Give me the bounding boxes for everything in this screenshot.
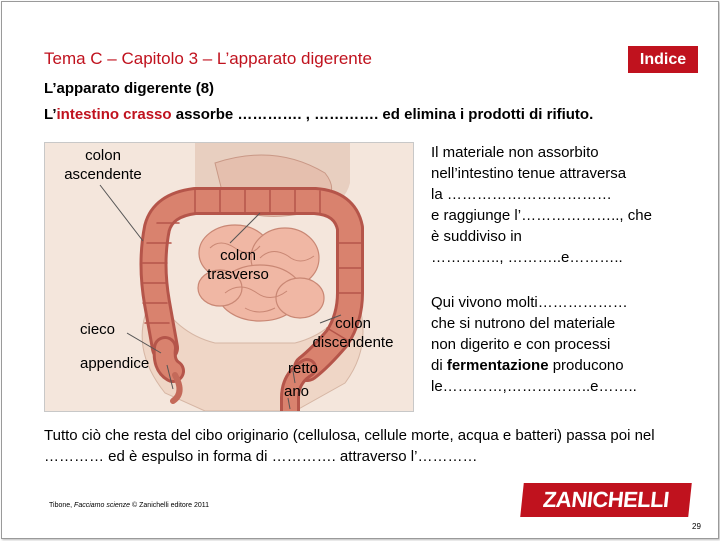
label-cieco: cieco <box>80 321 116 338</box>
right-p1-line: Il materiale non assorbito <box>431 144 599 161</box>
intro-text <box>44 105 674 124</box>
label-colon-discendente <box>300 314 406 352</box>
fermentazione-term: fermentazione <box>446 357 549 374</box>
right-p2-line4-suffix: producono <box>548 357 624 374</box>
slide <box>1 1 719 539</box>
page-number: 29 <box>692 522 701 531</box>
label-retto: retto <box>288 360 319 377</box>
right-p2-line <box>431 355 637 376</box>
right-p1-line: e raggiunge l’……………….., che <box>431 207 652 224</box>
footer-credit <box>49 502 209 509</box>
slide-subtitle: L’apparato digerente (8) <box>44 80 215 97</box>
label-colon-ascendente <box>44 146 162 184</box>
indice-button[interactable]: Indice <box>628 46 698 73</box>
footer-credit-suffix: © Zanichelli editore 2011 <box>130 502 210 509</box>
intro-rest: assorbe …………. , …………. ed elimina i prodotti di rifiuto. <box>171 106 594 123</box>
right-p2-line4-prefix: di <box>431 357 447 374</box>
right-p2-line: che si nutrono del materiale <box>431 315 616 332</box>
zanichelli-logo: ZANICHELLI <box>520 483 692 517</box>
right-p1-line: è suddiviso in <box>431 228 522 245</box>
label-appendice: appendice <box>80 355 150 372</box>
right-p2-line: Qui vivono molti……………… <box>431 294 628 311</box>
right-p1-line: nell’intestino tenue attraversa <box>431 165 627 182</box>
right-paragraph-2 <box>431 292 637 397</box>
right-p1-line: la …………………………… <box>431 186 612 203</box>
label-colon-discendente-text: colon discendente <box>312 315 394 351</box>
right-p2-line: le…………,……………..e…….. <box>431 378 637 395</box>
label-colon-ascendente-text: colon ascendente <box>64 147 142 183</box>
footer-credit-book: Facciamo scienze <box>74 502 131 509</box>
slide-header-title: Tema C – Capitolo 3 – L’apparato digerente <box>44 49 372 68</box>
intro-term: intestino crasso <box>56 106 172 123</box>
label-ano: ano <box>284 383 310 400</box>
label-colon-trasverso <box>188 246 288 284</box>
bottom-paragraph: Tutto ciò che resta del cibo originario (cellulosa, cellule morte, acqua e batteri) passa poi nel ………… ed è espulso in forma di …………. attraverso l’………… <box>44 427 655 465</box>
footer-credit-prefix: Tibone, <box>49 502 75 509</box>
right-p2-line: non digerito e con processi <box>431 336 611 353</box>
label-colon-trasverso-text: colon trasverso <box>207 247 269 283</box>
right-paragraph-1 <box>431 142 652 268</box>
intro-prefix: L’ <box>44 106 57 123</box>
right-p1-line: ………….., ………..e……….. <box>431 249 623 266</box>
